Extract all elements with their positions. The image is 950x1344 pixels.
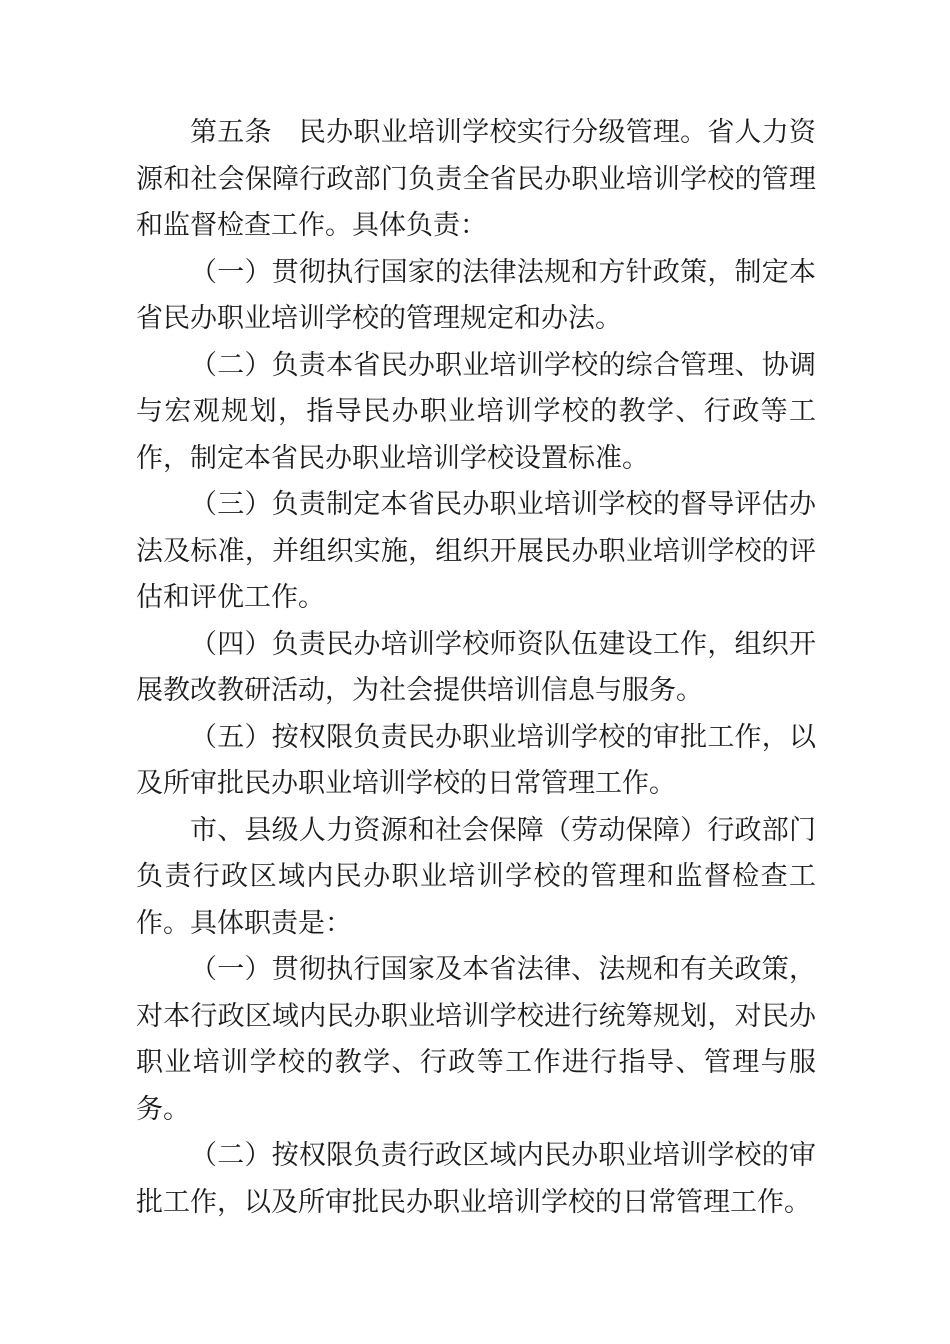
paragraph-provincial-item-2: （二）负责本省民办职业培训学校的综合管理、协调与宏观规划，指导民办职业培训学校的教学、行政等工作，制定本省民办职业培训学校设置标准。 — [136, 349, 816, 474]
paragraph-municipal-item-1: （一）贯彻执行国家及本省法律、法规和有关政策，对本行政区域内民办职业培训学校进行统筹规划，对民办职业培训学校的教学、行政等工作进行指导、管理与服务。 — [136, 954, 816, 1125]
paragraph-article-5: 第五条 民办职业培训学校实行分级管理。省人力资源和社会保障行政部门负责全省民办职业培训学校的管理和监督检查工作。具体负责： — [136, 117, 816, 241]
paragraph-provincial-item-1: （一）贯彻执行国家的法律法规和方针政策，制定本省民办职业培训学校的管理规定和办法。 — [136, 256, 816, 334]
paragraph-municipal-duties: 市、县级人力资源和社会保障（劳动保障）行政部门负责行政区域内民办职业培训学校的管理和监督检查工作。具体职责是： — [136, 814, 816, 939]
paragraph-municipal-item-2: （二）按权限负责行政区域内民办职业培训学校的审批工作，以及所审批民办职业培训学校的日常管理工作。 — [136, 1140, 816, 1218]
paragraph-provincial-item-4: （四）负责民办培训学校师资队伍建设工作，组织开展教改教研活动，为社会提供培训信息与服务。 — [136, 628, 816, 706]
document-body — [136, 110, 816, 1226]
paragraph-provincial-item-5: （五）按权限负责民办职业培训学校的审批工作，以及所审批民办职业培训学校的日常管理工作。 — [136, 721, 816, 799]
paragraph-provincial-item-3: （三）负责制定本省民办职业培训学校的督导评估办法及标准，并组织实施，组织开展民办职业培训学校的评估和评优工作。 — [136, 489, 816, 613]
